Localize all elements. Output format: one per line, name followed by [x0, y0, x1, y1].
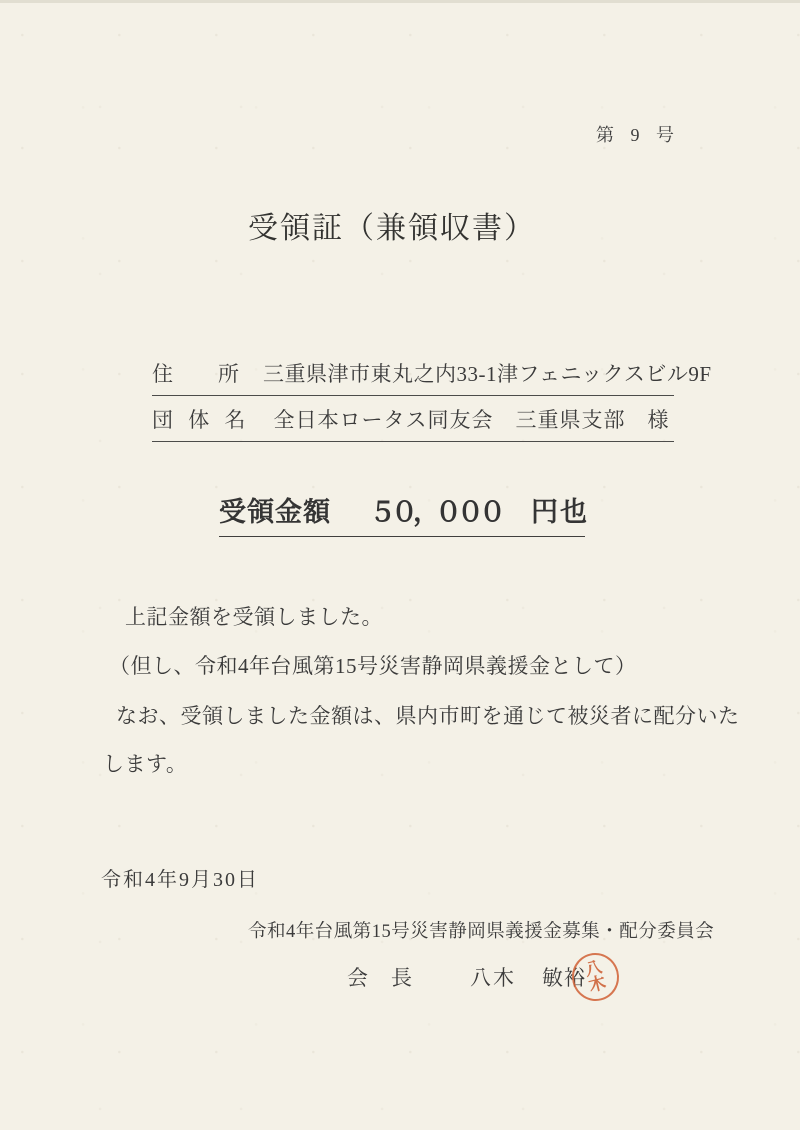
- organization-value: 全日本ロータス同友会 三重県支部 様: [273, 408, 670, 432]
- amount-label: 受領金額: [219, 497, 331, 527]
- committee-name: 令和4年台風第15号災害静岡県義援金募集・配分委員会: [248, 922, 715, 942]
- address-value: 三重県津市東丸之内33-1津フェニックスビル9F: [263, 362, 712, 386]
- seal-char-bottom: 木: [586, 973, 608, 996]
- body-line-received: 上記金額を受領しました。: [125, 605, 383, 629]
- issue-date: 令和4年9月30日: [101, 869, 259, 891]
- amount-unit: 円也: [531, 497, 589, 527]
- organization-row: [152, 407, 674, 442]
- chairman-family-name: 八木: [470, 966, 516, 990]
- address-label: 住 所: [152, 362, 240, 386]
- seal-char-top: 八: [582, 957, 605, 981]
- amount-value: ５０，０００: [369, 497, 501, 527]
- chairman-given-name: 敏裕: [542, 966, 586, 990]
- body-line-distribution-1: なお、受領しました金額は、県内市町を通じて被災者に配分いた: [116, 704, 740, 728]
- doc-number: 第 9 号: [596, 125, 680, 145]
- body-line-purpose: （但し、令和4年台風第15号災害静岡県義援金として）: [109, 654, 637, 678]
- body-line-distribution-2: します。: [103, 752, 188, 776]
- chairman-title: 会 長: [347, 966, 413, 990]
- doc-title: 受領証（兼領収書）: [248, 212, 536, 245]
- amount-row: [219, 496, 589, 537]
- chairman-row: [347, 962, 586, 992]
- organization-label: 団 体 名: [152, 408, 251, 432]
- address-row: [152, 361, 712, 396]
